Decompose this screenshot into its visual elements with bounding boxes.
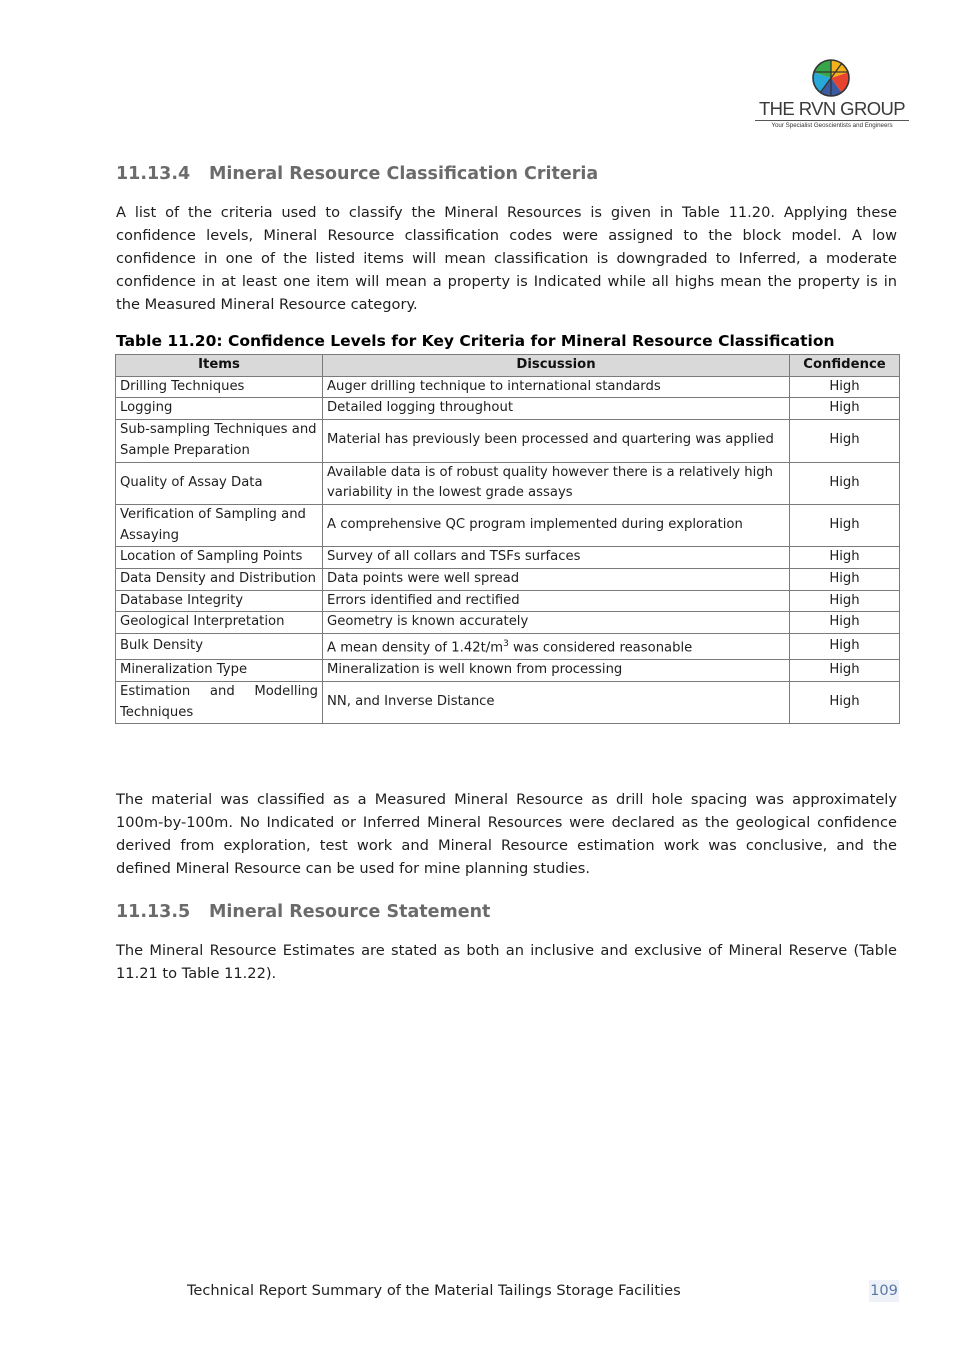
item-cell: Bulk Density — [116, 634, 323, 660]
confidence-cell: High — [790, 462, 900, 504]
column-header-confidence: Confidence — [790, 355, 900, 377]
confidence-cell: High — [790, 420, 900, 462]
item-cell: Database Integrity — [116, 590, 323, 612]
superscript-unit: 3 — [503, 639, 509, 650]
section-heading-classification-criteria — [116, 163, 598, 185]
confidence-cell: High — [790, 547, 900, 569]
section-title: Mineral Resource Statement — [209, 902, 491, 922]
confidence-cell: High — [790, 681, 900, 723]
table-row — [116, 634, 900, 660]
table-header-row — [116, 355, 900, 377]
table-row — [116, 612, 900, 634]
discussion-cell: Available data is of robust quality however there is a relatively high variability in the lowest grade assays — [323, 462, 790, 504]
discussion-cell: Geometry is known accurately — [323, 612, 790, 634]
discussion-cell: Detailed logging throughout — [323, 398, 790, 420]
section-heading-resource-statement — [116, 901, 490, 923]
discussion-text: A mean density of 1.42t/m — [327, 640, 504, 656]
discussion-cell: Survey of all collars and TSFs surfaces — [323, 547, 790, 569]
column-header-items: Items — [116, 355, 323, 377]
resource-statement-paragraph: The Mineral Resource Estimates are stated as both an inclusive and exclusive of Mineral Reserve (Table 11.21 to Table 11.22). — [116, 942, 897, 982]
confidence-cell: High — [790, 612, 900, 634]
page-number: 109 — [869, 1280, 899, 1302]
confidence-cell: High — [790, 660, 900, 682]
logo-emblem-icon — [810, 58, 852, 98]
table-row — [116, 590, 900, 612]
table-row — [116, 398, 900, 420]
discussion-cell: A comprehensive QC program implemented during exploration — [323, 504, 790, 546]
confidence-cell: High — [790, 376, 900, 398]
company-logo — [752, 58, 912, 134]
column-header-discussion: Discussion — [323, 355, 790, 377]
discussion-text: was considered reasonable — [508, 640, 693, 656]
item-cell: Sub-sampling Techniques and Sample Preparation — [116, 420, 323, 462]
discussion-cell: Data points were well spread — [323, 569, 790, 591]
item-cell: Drilling Techniques — [116, 376, 323, 398]
discussion-cell: NN, and Inverse Distance — [323, 681, 790, 723]
confidence-levels-table — [115, 354, 900, 724]
footer-title: Technical Report Summary of the Material Tailings Storage Facilities — [187, 1282, 681, 1299]
confidence-cell: High — [790, 590, 900, 612]
discussion-cell — [323, 634, 790, 660]
section-number: 11.13.4 — [116, 164, 191, 184]
confidence-cell: High — [790, 398, 900, 420]
table-row — [116, 660, 900, 682]
item-cell: Data Density and Distribution — [116, 569, 323, 591]
classification-criteria-paragraph: A list of the criteria used to classify the Mineral Resources is given in Table 11.20. Applying these confidence levels, Mineral Resource classification codes were assigned to the block model. A low confidence in one of the listed items will mean classification is downgraded to Inferred, a moderate confidence in at least one item will mean a property is Indicated while all highs mean the property is in the Measured Mineral Resource category. — [116, 204, 897, 313]
discussion-cell: Auger drilling technique to international standards — [323, 376, 790, 398]
logo-tagline: Your Specialist Geoscientists and Engineers — [771, 122, 893, 129]
section-title: Mineral Resource Classification Criteria — [209, 164, 599, 184]
item-cell: Verification of Sampling and Assaying — [116, 504, 323, 546]
section-number: 11.13.5 — [116, 902, 191, 922]
item-cell: Quality of Assay Data — [116, 462, 323, 504]
confidence-cell: High — [790, 634, 900, 660]
table-row — [116, 376, 900, 398]
discussion-cell: Material has previously been processed and quartering was applied — [323, 420, 790, 462]
table-row — [116, 547, 900, 569]
logo-name: THE RVN GROUP — [758, 98, 906, 119]
item-cell: Location of Sampling Points — [116, 547, 323, 569]
discussion-cell: Mineralization is well known from processing — [323, 660, 790, 682]
table-row — [116, 462, 900, 504]
discussion-cell: Errors identified and rectified — [323, 590, 790, 612]
item-cell: Logging — [116, 398, 323, 420]
item-cell: Geological Interpretation — [116, 612, 323, 634]
table-row — [116, 681, 900, 723]
table-row — [116, 504, 900, 546]
table-row — [116, 569, 900, 591]
measured-resource-paragraph: The material was classified as a Measured Mineral Resource as drill hole spacing was approximately 100m-by-100m. No Indicated or Inferred Mineral Resources were declared as the geological confidence derived from exploration, test work and Mineral Resource estimation work was conclusive, and the defined Mineral Resource can be used for mine planning studies. — [116, 791, 897, 877]
item-cell: Estimation and Modelling Techniques — [116, 681, 323, 723]
item-cell: Mineralization Type — [116, 660, 323, 682]
table-row — [116, 420, 900, 462]
table-caption: Table 11.20: Confidence Levels for Key Criteria for Mineral Resource Classification — [116, 332, 835, 350]
confidence-cell: High — [790, 504, 900, 546]
confidence-cell: High — [790, 569, 900, 591]
